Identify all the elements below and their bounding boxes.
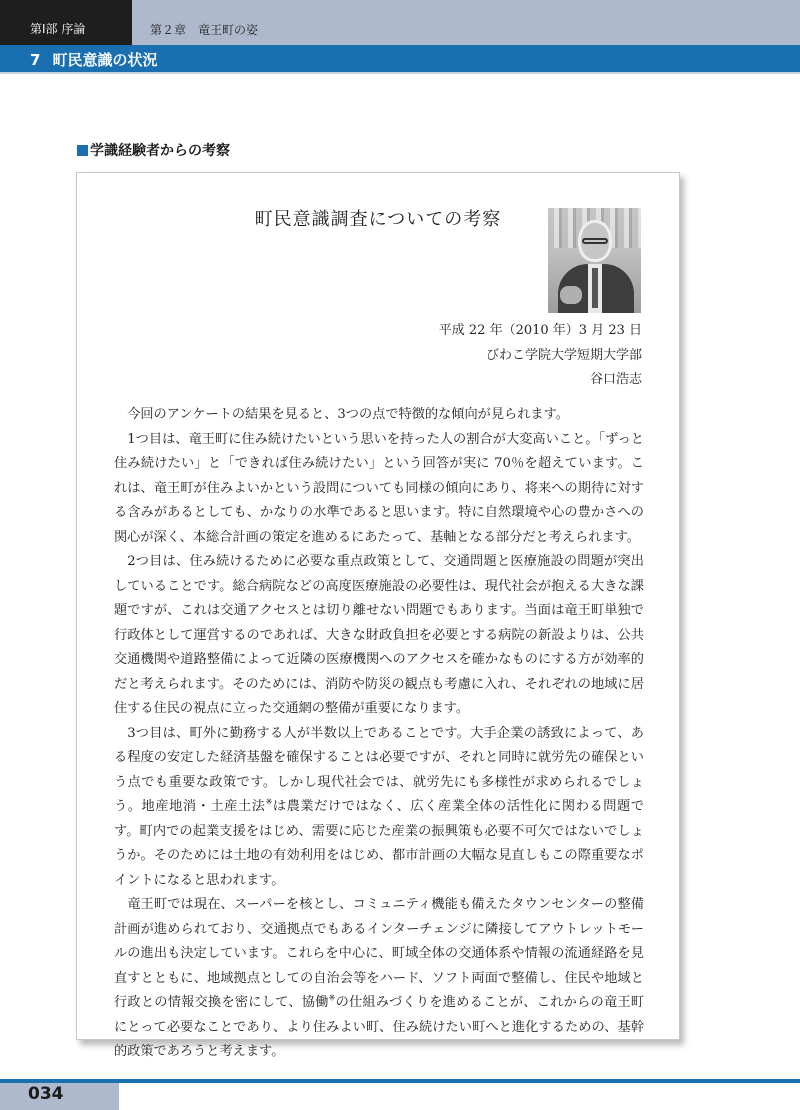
subheading-text: 学識経験者からの考察 bbox=[90, 143, 230, 159]
subheading bbox=[77, 140, 230, 160]
footer-divider bbox=[0, 1079, 800, 1083]
chapter-label: 第２章 竜王町の姿 bbox=[132, 0, 800, 45]
essay-card bbox=[76, 172, 680, 1059]
page-number: 034 bbox=[28, 1084, 64, 1104]
section-header bbox=[0, 45, 800, 72]
paragraph: 今回のアンケートの結果を見ると、3つの点で特徴的な傾向が見られます。 bbox=[127, 407, 569, 422]
author-affiliation: びわこ学院大学短期大学部 bbox=[485, 347, 642, 363]
photo-figure-glasses bbox=[582, 238, 608, 244]
photo-figure-hand bbox=[560, 286, 582, 304]
footnote-mark: ※ bbox=[328, 993, 336, 1003]
paragraph-text: の仕組みづくりを進めることが、これからの竜王町にとって必要なことであり、より住みよい町、住み続けたい町へと進化するための、基幹的政策であろうと考えます。 bbox=[114, 995, 644, 1059]
section-title: 町民意識の状況 bbox=[52, 51, 158, 69]
paragraph-text: 竜王町では現在、スーパーを核とし、コミュニティ機能も備えたタウンセンターの整備計画が進められており、交通拠点でもあるインターチェンジに隣接してアウトレットモールの進出も決定しています。これらを中心に、町域全体の交通体系や情報の流通経路を見直すとともに、地域拠点としての自治会等をハード、ソフト両面で整備し、住民や地域と行政との情報交換を密にして、協働 bbox=[114, 897, 644, 1010]
essay-byline bbox=[439, 319, 642, 393]
essay-body bbox=[114, 403, 644, 1065]
paragraph: 1つ目は、竜王町に住み続けたいという思いを持った人の割合が大変高いこと。「ずっと住み続けたい」と「できれば住み続けたい」という回答が実に 70％を超えています。これは、竜王町が住みよいかという設問についても同様の傾向にあり、将来への期待に対する含みがあるとしても、かなりの水準であると思います。特に自然環境や心の豊かさへの関心が深く、本総合計画の策定を進めるにあたって、基軸となる部分だと考えられます。 bbox=[114, 431, 644, 545]
square-bullet-icon bbox=[77, 145, 88, 156]
paragraph: 2つ目は、住み続けるために必要な重点政策として、交通問題と医療施設の問題が突出していることです。総合病院などの高度医療施設の必要性は、現代社会が抱える大きな課題ですが、これは交通アクセスとは切り離せない問題でもあります。当面は竜王町単独で行政体として運営するのであれば、大きな財政負担を必要とする病院の新設よりは、公共交通機関や道路整備によって近隣の医療機関へのアクセスを確かなものにする方が効率的だと考えられます。そのためには、消防や防災の観点も考慮に入れ、それぞれの地域に居住する住民の視点に立った交通網の整備が重要になります。 bbox=[114, 554, 644, 716]
essay-title: 町民意識調査についての考察 bbox=[254, 209, 502, 230]
header-divider bbox=[0, 72, 800, 74]
section-number: 7 bbox=[30, 51, 41, 69]
part-label: 第Ⅰ部 序論 bbox=[0, 0, 132, 45]
paragraph-text: 3つ目は、町外に勤務する人が半数以上であることです。大手企業の誘致によって、ある程度の安定した経済基盤を確保することは必要ですが、それと同時に就労先の確保という点でも重要な政策です。しかし現代社会では、就労先にも多様性が求められるでしょう。地産地消・土産土法 bbox=[114, 725, 644, 814]
paragraph-text: は農業だけではなく、広く産業全体の活性化に関わる問題です。町内での起業支援をはじめ、需要に応じた産業の振興策も必要不可欠ではないでしょうか。そのためには土地の有効利用をはじめ、都市計画の大幅な見直しもこの際重要なポイントになると思われます。 bbox=[114, 799, 645, 888]
author-name: 谷口浩志 bbox=[589, 372, 642, 387]
photo-figure-tie bbox=[592, 268, 598, 308]
essay-date: 平成 22 年（2010 年）3 月 23 日 bbox=[438, 323, 642, 338]
paragraph bbox=[114, 722, 644, 894]
paragraph bbox=[114, 893, 644, 1065]
author-photo bbox=[548, 208, 641, 313]
footnote-mark: ※ bbox=[265, 797, 273, 807]
